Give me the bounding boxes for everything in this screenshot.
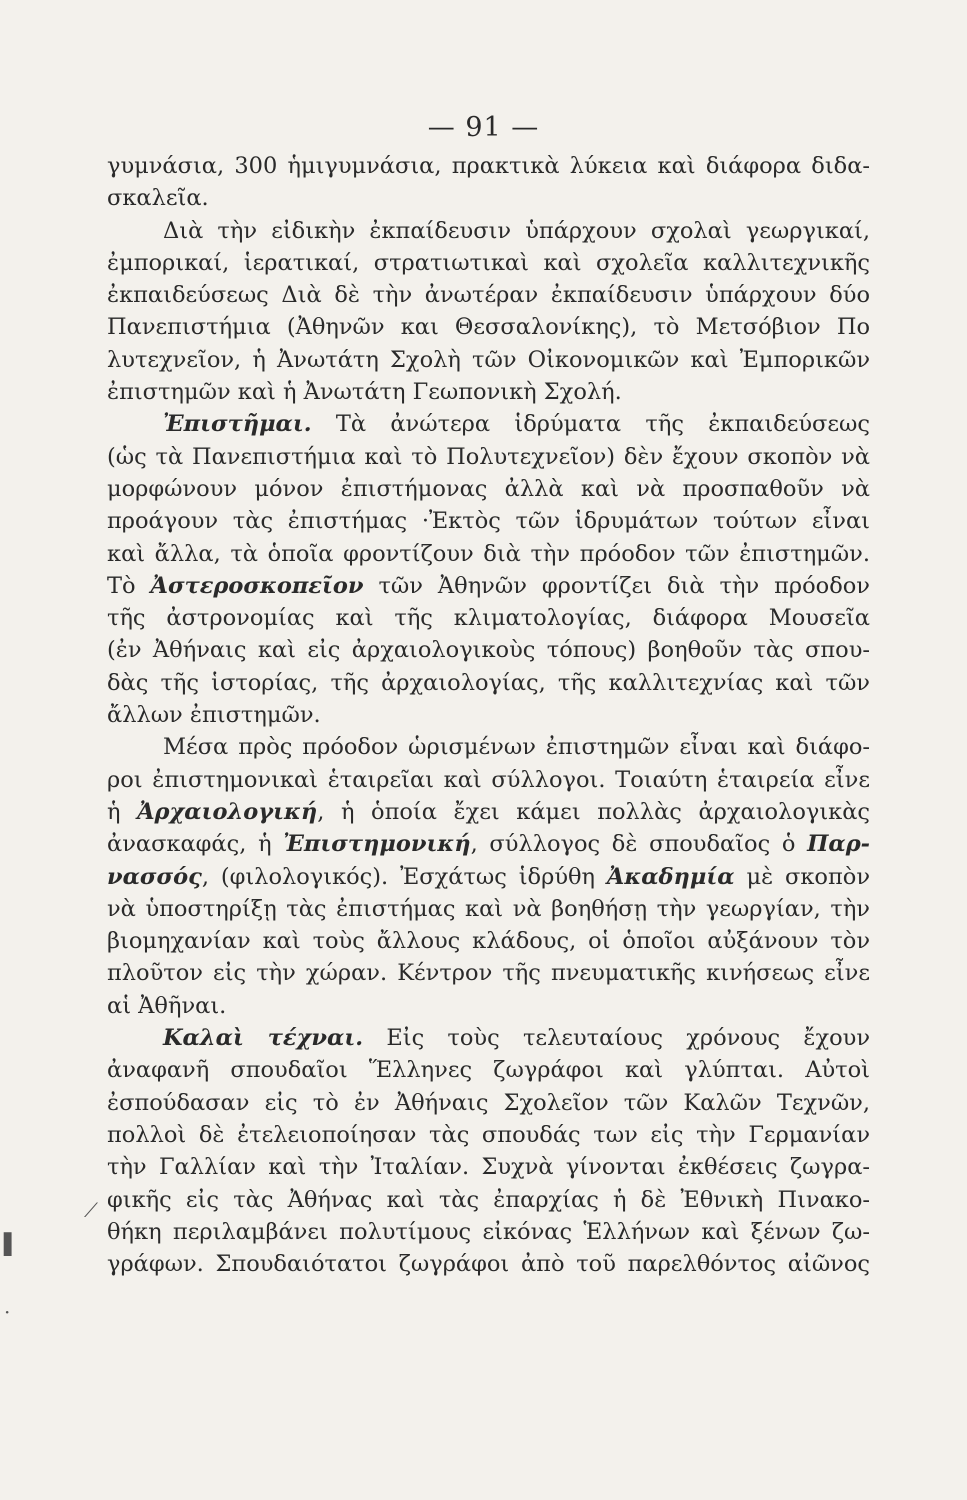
emphasized-term: νασσός [107,863,202,890]
text-run: μὲ σκοπὸν [734,863,870,890]
emphasized-term: Ἀκαδημία [606,863,735,890]
text-line [107,1119,870,1151]
text-line [107,1022,870,1054]
text-line [107,925,870,957]
text-line [107,667,870,699]
text-line [107,1054,870,1086]
text-run: τῆς ἀστρονομίας καὶ τῆς κλιματολογίας, διάφορα Μουσεῖα [107,605,870,632]
emphasized-term: Ἐπιστημονική [283,831,471,858]
text-run: ἐκπαιδεύσεως Διὰ δὲ τὴν ἀνωτέραν ἐκπαίδευσιν ὑπάρχουν δύο [107,282,870,309]
emphasized-term: Ἀρχαιολογική [137,798,318,825]
text-line [107,1184,870,1216]
text-line [107,408,870,440]
emphasized-term: Παρ- [807,831,871,858]
text-run: Τὸ [107,572,151,599]
text-line [107,279,870,311]
text-line [107,764,870,796]
text-run: θήκη περιλαμβάνει πολυτίμους εἰκόνας Ἑλλήνων καὶ ξένων ζω- [107,1218,870,1245]
text-run: σκαλεῖα. [107,185,209,212]
emphasized-term: Ἀστεροσκοπεῖον [150,572,364,599]
emphasized-term: Καλαὶ τέχναι. [163,1025,364,1052]
text-run: γράφων. Σπουδαιότατοι ζωγράφοι ἀπὸ τοῦ παρελθόντος αἰῶνος [107,1251,870,1278]
text-run: , ἡ ὁποία ἔχει κάμει πολλὰς ἀρχαιολογικὰς [317,798,870,825]
text-run: ἡ [107,798,138,825]
text-run: Τὰ ἀνώτερα ἱδρύματα τῆς ἐκπαιδεύσεως [311,411,870,438]
text-run: πλοῦτον εἰς τὴν χώραν. Κέντρον τῆς πνευματικῆς κινήσεως εἶνε [107,960,870,987]
text-run: (ὡς τὰ Πανεπιστήμια καὶ τὸ Πολυτεχνεῖον) δὲν ἔχουν σκοπὸν νὰ [107,443,870,470]
emphasized-term: Ἐπιστῆμαι. [163,411,312,438]
text-line [107,1216,870,1248]
text-run: τὴν Γαλλίαν καὶ τὴν Ἰταλίαν. Συχνὰ γίνονται ἐκθέσεις ζωγρα- [107,1154,870,1181]
text-line [107,602,870,634]
text-run: πολλοὶ δὲ ἐτελειοποίησαν τὰς σπουδάς των εἰς τὴν Γερμανίαν [107,1121,870,1148]
body-text [107,150,870,1280]
text-run: ἀναφανῆ σπουδαῖοι Ἕλληνες ζωγράφοι καὶ γλύπται. Αὐτοὶ [107,1057,870,1084]
text-run: αἱ Ἀθῆναι. [107,992,227,1019]
text-line [107,538,870,570]
text-line [107,1087,870,1119]
text-run: λυτεχνεῖον, ἡ Ἀνωτάτη Σχολὴ τῶν Οἰκονομικῶν καὶ Ἐμπορικῶν [107,346,870,373]
text-line [107,1151,870,1183]
text-line [107,796,870,828]
text-run: μορφώνουν μόνον ἐπιστήμονας ἀλλὰ καὶ νὰ προσπαθοῦν νὰ [107,475,870,502]
text-run: ἀνασκαφάς, ἡ [107,831,284,858]
text-line [107,634,870,666]
margin-mark: · [4,1300,11,1324]
text-run: φικῆς εἰς τὰς Ἀθήνας καὶ τὰς ἐπαρχίας ἡ δὲ Ἐθνικὴ Πινακο- [107,1186,870,1213]
text-run: , σύλλογος δὲ σπουδαῖος ὁ [470,831,808,858]
text-run: ἐμπορικαί, ἱερατικαί, στρατιωτικαὶ καὶ σχολεῖα καλλιτεχνικῆς [107,249,870,276]
text-line [107,344,870,376]
text-line [107,731,870,763]
text-line [107,570,870,602]
text-line [107,473,870,505]
text-run: (ἐν Ἀθήναις καὶ εἰς ἀρχαιολογικοὺς τόπους) βοηθοῦν τὰς σπου- [107,637,870,664]
text-line [107,376,870,408]
text-line [107,247,870,279]
margin-mark: ▌ [4,1232,20,1256]
text-run: νὰ ὑποστηρίξῃ τὰς ἐπιστήμας καὶ νὰ βοηθήσῃ τὴν γεωργίαν, τὴν [107,895,870,922]
text-run: ἄλλων ἐπιστημῶν. [107,702,321,729]
text-line [107,215,870,247]
text-run: βιομηχανίαν καὶ τοὺς ἄλλους κλάδους, οἱ ὁποῖοι αὐξάνουν τὸν [107,928,870,955]
text-line [107,150,870,182]
page-number: — 91 — [427,112,540,143]
text-run: Μέσα πρὸς πρόοδον ὡρισμένων ἐπιστημῶν εἶναι καὶ διάφο- [163,734,870,761]
text-line [107,990,870,1022]
margin-mark: ⟋ [84,1198,98,1222]
text-line [107,311,870,343]
text-line [107,1248,870,1280]
text-run: γυμνάσια, 300 ἡμιγυμνάσια, πρακτικὰ λύκεια καὶ διάφορα διδα- [107,153,870,179]
text-line [107,893,870,925]
text-line [107,861,870,893]
text-line [107,699,870,731]
text-run: Εἰς τοὺς τελευταίους χρόνους ἔχουν [363,1025,870,1052]
text-run: Διὰ τὴν εἰδικὴν ἐκπαίδευσιν ὑπάρχουν σχολαὶ γεωργικαί, [163,217,870,244]
text-run: τῶν Ἀθηνῶν φροντίζει διὰ τὴν πρόοδον [363,572,870,599]
text-run: ἐσπούδασαν εἰς τὸ ἐν Ἀθήναις Σχολεῖον τῶν Καλῶν Τεχνῶν, [107,1089,870,1116]
text-line [107,182,870,214]
text-line [107,441,870,473]
text-run: δὰς τῆς ἱστορίας, τῆς ἀρχαιολογίας, τῆς καλλιτεχνίας καὶ τῶν [107,669,870,696]
text-run: , (φιλολογικός). Ἐσχάτως ἱδρύθη [201,863,607,890]
text-run: καὶ ἄλλα, τὰ ὁποῖα φροντίζουν διὰ τὴν πρόοδον τῶν ἐπιστημῶν. [107,540,870,567]
text-run: προάγουν τὰς ἐπιστήμας ·Ἐκτὸς τῶν ἱδρυμάτων τούτων εἶναι [107,508,870,535]
text-run: ροι ἐπιστημονικαὶ ἑταιρεῖαι καὶ σύλλογοι. Τοιαύτη ἑταιρεία εἶνε [107,766,870,793]
text-run: ἐπιστημῶν καὶ ἡ Ἀνωτάτη Γεωπονικὴ Σχολή. [107,379,622,406]
text-line [107,957,870,989]
text-line [107,505,870,537]
text-line [107,828,870,860]
text-run: Πανεπιστήμια (Ἀθηνῶν και Θεσσαλονίκης), τὸ Μετσόβιον Πο [107,314,870,341]
